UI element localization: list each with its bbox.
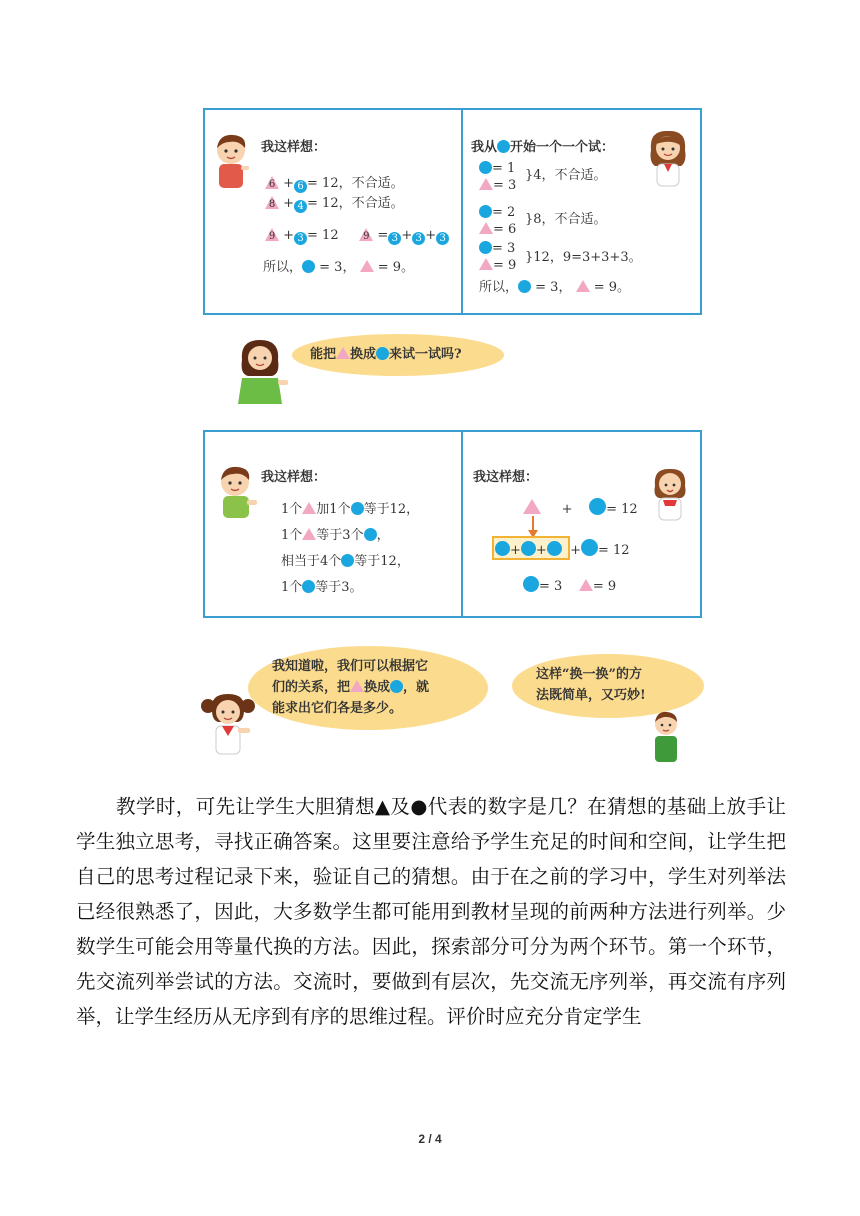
boy-speech-line-1: 这样“换一换”的方: [536, 667, 642, 682]
girl-speech-text: [272, 656, 429, 719]
trial-group-1: = 1 = 3: [479, 160, 516, 194]
circle-icon: [479, 205, 492, 218]
triangle-icon: [479, 258, 493, 270]
triangle-icon: 6: [265, 176, 279, 189]
substitution-result: = 3 = 9: [523, 576, 616, 595]
trial-group-2: = 2 = 6: [479, 204, 516, 238]
circle-icon: [497, 140, 510, 153]
triangle-icon: [576, 280, 590, 292]
triangle-icon: [302, 528, 316, 540]
triangle-icon: [479, 222, 493, 234]
reasoning-line-1: 1个 加1个 等于12，: [281, 502, 420, 517]
boy-illustration: [646, 708, 686, 764]
circle-icon: [302, 260, 315, 273]
circle-icon: 4: [294, 200, 307, 213]
panel-divider: [461, 110, 463, 313]
circle-icon: [479, 161, 492, 174]
left-conclusion: 所以， = 3， = 9。: [263, 260, 415, 275]
circle-icon: [376, 347, 389, 360]
girl-speech-line-2: 们的关系，把 换成 ，就: [272, 680, 430, 695]
panel2-right-heading: 我这样想：: [473, 470, 539, 485]
panel1-right-heading: 我从 开始一个一个试：: [471, 140, 615, 155]
circle-icon: [547, 541, 562, 556]
circle-icon: [495, 541, 510, 556]
reasoning-line-4: 1个 等于3。: [281, 580, 363, 595]
triangle-icon: [479, 178, 493, 190]
trial-group-1-result: }4，不合适。: [525, 168, 607, 183]
triangle-icon: [523, 499, 541, 514]
circle-icon: [581, 539, 598, 556]
equation-row-3: 9 + 3 = 12 9 = 3 + 3 + 3: [265, 228, 449, 245]
triangle-icon: [579, 579, 593, 591]
circle-icon: [523, 576, 539, 592]
substitution-row-1: + = 12: [523, 498, 638, 518]
girl-illustration: [198, 690, 258, 762]
triangle-icon: [350, 680, 364, 692]
circle-icon: [351, 502, 364, 515]
circle-icon: [302, 580, 315, 593]
circle-icon: [521, 541, 536, 556]
circle-icon: 3: [412, 232, 425, 245]
page-number: 2 / 4: [418, 1132, 442, 1146]
panel-substitution-methods: [203, 430, 702, 618]
reasoning-line-2: 1个 等于3个 ，: [281, 528, 390, 543]
teacher-illustration: [232, 336, 290, 404]
triangle-icon: [360, 260, 374, 272]
substitution-row-2: + + + = 12: [495, 539, 630, 559]
reasoning-line-3: 相当于4个 等于12，: [281, 554, 410, 569]
boy-speech-line-2: 法既简单，又巧妙!: [536, 688, 646, 703]
teacher-speech-text: 能把 换成 来试一试吗?: [310, 347, 462, 362]
circle-icon: [589, 498, 606, 515]
panel-divider: [461, 432, 463, 616]
girl-illustration: [645, 128, 691, 188]
trial-group-2-result: }8，不合适。: [525, 212, 607, 227]
circle-icon: 3: [388, 232, 401, 245]
circle-icon: [390, 680, 403, 693]
trial-group-3-result: }12，9=3+3+3。: [525, 250, 642, 265]
girl-speech-line-1: 我知道啦，我们可以根据它: [272, 659, 429, 674]
circle-icon: 3: [294, 232, 307, 245]
boy-speech-text: [536, 664, 646, 706]
panel-trial-methods: [203, 108, 702, 315]
triangle-icon: 9: [359, 228, 373, 241]
teaching-paragraph: 教学时，可先让学生大胆猜想▲及●代表的数字是几？在猜想的基础上放手让学生独立思考，寻找正确答案。这里要注意给予学生充足的时间和空间，让学生把自己的思考过程记录下来，验证自己的猜想。由于在之前的学习中，学生对列举法已经很熟悉了，因此，大多数学生都可能用到教材呈现的前两种方法进行列举。少数学生可能会用等量代换的方法。因此，探索部分可分为两个环节。第一个环节，先交流列举尝试的方法。交流时，要做到有层次，先交流无序列举，再交流有序列举，让学生经历从无序到有序的思维过程。评价时应充分肯定学生: [76, 795, 786, 1028]
circle-icon: [364, 528, 377, 541]
triangle-icon: 9: [265, 228, 279, 241]
triangle-icon: [302, 502, 316, 514]
equation-row-1: 6 + 6 = 12，不合适。: [265, 176, 404, 193]
panel1-left-heading: 我这样想：: [261, 140, 327, 155]
boy-illustration: [211, 462, 261, 522]
circle-icon: 3: [436, 232, 449, 245]
triangle-icon: [336, 347, 350, 359]
right-conclusion: 所以， = 3， = 9。: [479, 280, 631, 295]
down-arrow-icon: [527, 516, 539, 538]
boy-illustration: [209, 132, 255, 192]
circle-icon: [479, 241, 492, 254]
circle-icon: 6: [294, 180, 307, 193]
trial-group-3: = 3 = 9: [479, 240, 516, 274]
circle-icon: [341, 554, 354, 567]
triangle-icon: 8: [265, 196, 279, 209]
equation-row-2: 8 + 4 = 12，不合适。: [265, 196, 404, 213]
circle-icon: [518, 280, 531, 293]
panel2-left-heading: 我这样想：: [261, 470, 327, 485]
girl-speech-line-3: 能求出它们各是多少。: [272, 701, 403, 716]
girl-illustration: [649, 466, 691, 522]
